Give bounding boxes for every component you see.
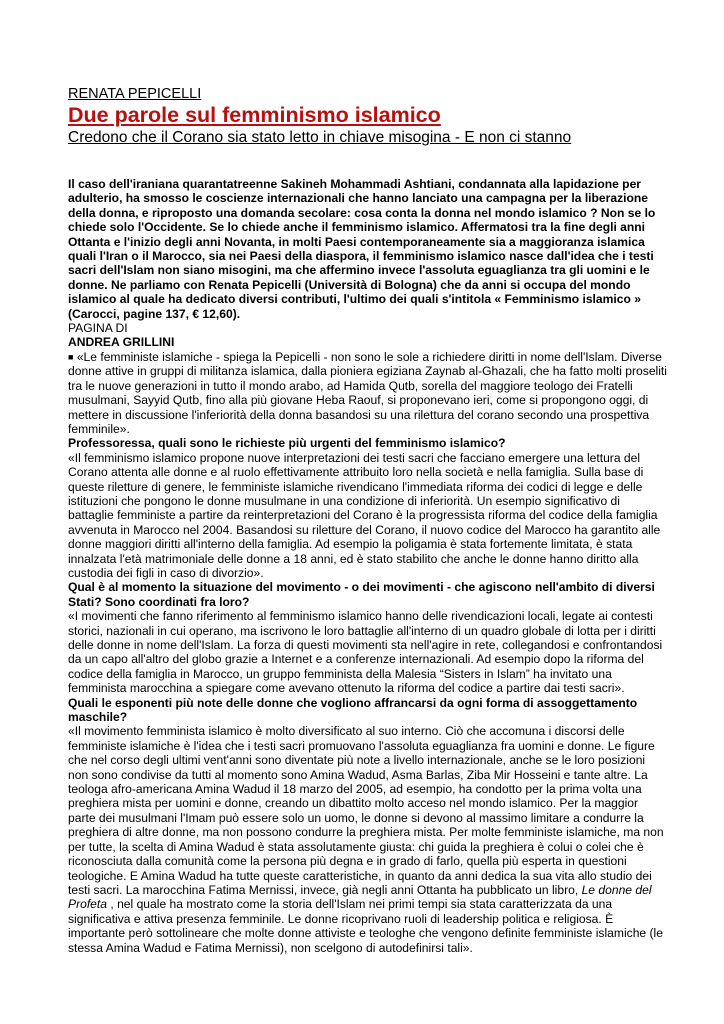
bullet-icon: ■ [68, 351, 74, 362]
answer-3 [68, 724, 668, 955]
author-name: RENATA PEPICELLI [68, 86, 202, 102]
article-title: Due parole sul femminismo islamico [68, 103, 441, 127]
intro-text: «Le femministe islamiche - spiega la Pepicelli - non sono le sole a richiedere diritti in nome dell'Islam. Diverse donne attive in gruppi di militanza islamica, dalla pioniera egiziana Zaynab al-Ghazali, che ha fatto molti proseliti tra le nuove generazioni in tutto il mondo arabo, ad Hamida Qutb, sorella del maggiore teologo dei Fratelli musulmani, Sayyid Qutb, fino alla più giovane Heba Raouf, si proponevano ieri, come si propongono oggi, di mettere in discussione l'inferiorità della donna basandosi su una rilettura del corano secondo una prospettiva femminile». [68, 349, 667, 436]
interviewer-name: ANDREA GRILLINI [68, 335, 175, 350]
article-subtitle: Credono che il Corano sia stato letto in chiave misogina - E non ci stanno [68, 129, 572, 146]
article-body [68, 177, 668, 955]
answer-3-text-after: , nel quale ha mostrato come la storia dell'Islam nei primi tempi sia stata caratterizzata da una significativa e attiva presenza femminile. Le donne ricoprivano ruoli di leadership politica e religiosa. È importante però sottolineare che molte donne attiviste e teologhe che vengono definite femministe islamiche (le stessa Amina Wadud e Fatima Mernissi), non scelgono di autodefinirsi tali». [68, 897, 663, 955]
answer-2: «I movimenti che fanno riferimento al femminismo islamico hanno delle rivendicazioni locali, legate ai contesti storici, nazionali in cui operano, ma iscrivono le loro battaglie all'interno di un quadro globale di lotta per i diritti delle donne in nome dell'Islam. La forza di questi movimenti sta nell'agire in rete, collegandosi e confrontandosi da un capo all'altro del globo grazie a Internet e a conferenze internazionali. Ad esempio dopo la riforma del codice della famiglia in Marocco, un gruppo femminista della Malesia “Sisters in Islam” ha invitato una femminista marocchina a spiegare come avevano ottenuto la riforma del codice a partire dai testi sacri». [68, 609, 663, 696]
answer-1: «Il femminismo islamico propone nuove interpretazioni dei testi sacri che facciano emergere una lettura del Corano attenta alle donne e al ruolo effettivamente attribuito loro nella società e nella famiglia. Sulla base di queste riletture di genere, le femministe islamiche rivendicano l'immediata riforma dei codici di legge e delle istituzioni che pongono le donne musulmane in una condizione di inferiorità. Un esempio significativo di battaglie femministe a partire da reinterpretazioni del Corano è la progressista riforma del codice della famiglia avvenuta in Marocco nel 2004. Basandosi su riletture del Corano, il nuovo codice del Marocco ha garantito alle donne maggiori diritti all'interno della famiglia. Ad esempio la poligamia è stata fortemente limitata, è stata innalzata l'età matrimoniale delle donne a 18 anni, ed è stato stabilito che anche le donne hanno diritto alla custodia dei figli in caso di divorzio». [68, 450, 661, 580]
answer-3-text-before: «Il movimento femminista islamico è molto diversificato al suo interno. Ciò che accomuna i discorsi delle femministe islamiche è l'idea che i testi sacri promuovano l'assoluta eguaglianza fra uomini e donne. Le figure che nel corso degli ultimi vent'anni sono diventate più note a livello internazionale, anche se le loro posizioni non sono condivise da tutti al momento sono Amina Wadud, Asma Barlas, Ziba Mir Hosseini e tante altre. La teologa afro-americana Amina Wadud il 18 marzo del 2005, ad esempio, ha condotto per la prima volta una preghiera mista per uomini e donne, creando un dibattito molto acceso nel mondo islamico. Per la maggior parte dei musulmani l'Imam può essere solo un uomo, le donne si devono al massimo limitare a condurre la preghiera di altre donne, ma non possono condurre la preghiera mista. Per molte femministe islamiche, ma non per tutte, la scelta di Amina Wadud è stata assolutamente giusta: chi guida la preghiera è colui o colei che è riconosciuta dalla comunità come la persona più degna e in grado di farlo, quella più esperta in questioni teologiche. E Amina Wadud ha tutte queste caratteristiche, in quanto da anni dedica la sua vita allo studio dei testi sacri. La marocchina Fatima Mernissi, invece, già negli anni Ottanta ha pubblicato un libro, [68, 724, 664, 897]
question-1: Professoressa, quali sono le richieste più urgenti del femminismo islamico? [68, 436, 506, 451]
article [68, 86, 668, 955]
question-3: Quali le esponenti più note delle donne che vogliono affrancarsi da ogni forma di assoggettamento maschile? [68, 695, 638, 725]
question-2: Qual è al momento la situazione del movimento - o dei movimenti - che agiscono nell'ambito di diversi Stati? Sono coordinati fra loro? [68, 580, 655, 609]
intro-paragraph [68, 350, 668, 436]
page-reference: PAGINA DI [68, 321, 128, 336]
book-title: Le donne del Profeta [68, 882, 652, 912]
article-lead: Il caso dell'iraniana quarantatreenne Sakineh Mohammadi Ashtiani, condannata alla lapidazione per adulterio, ha smosso le coscienze internazionali che hanno lanciato una campagna per la liberazione della donna, e riproposto una domanda secolare: cosa conta la donna nel mondo islamico ? Non se lo chiede solo l'Occidente. Se lo chiede anche il femminismo islamico. Affermatosi tra la fine degli anni Ottanta e l'inizio degli anni Novanta, in molti Paesi contemporaneamente sia a maggioranza islamica quali l'Iran o il Marocco, sia nei Paesi della diaspora, il femminismo islamico nasce dall'idea che i testi sacri dell'Islam non siano misogini, ma che affermino invece l'assoluta eguaglianza tra gli uomini e le donne. Ne parliamo con Renata Pepicelli (Università di Bologna) che da anni si occupa del mondo islamico al quale ha dedicato diversi contributi, l'ultimo dei quali s'intitola « Femminismo islamico » (Carocci, pagine 137, € 12,60). [68, 177, 656, 321]
